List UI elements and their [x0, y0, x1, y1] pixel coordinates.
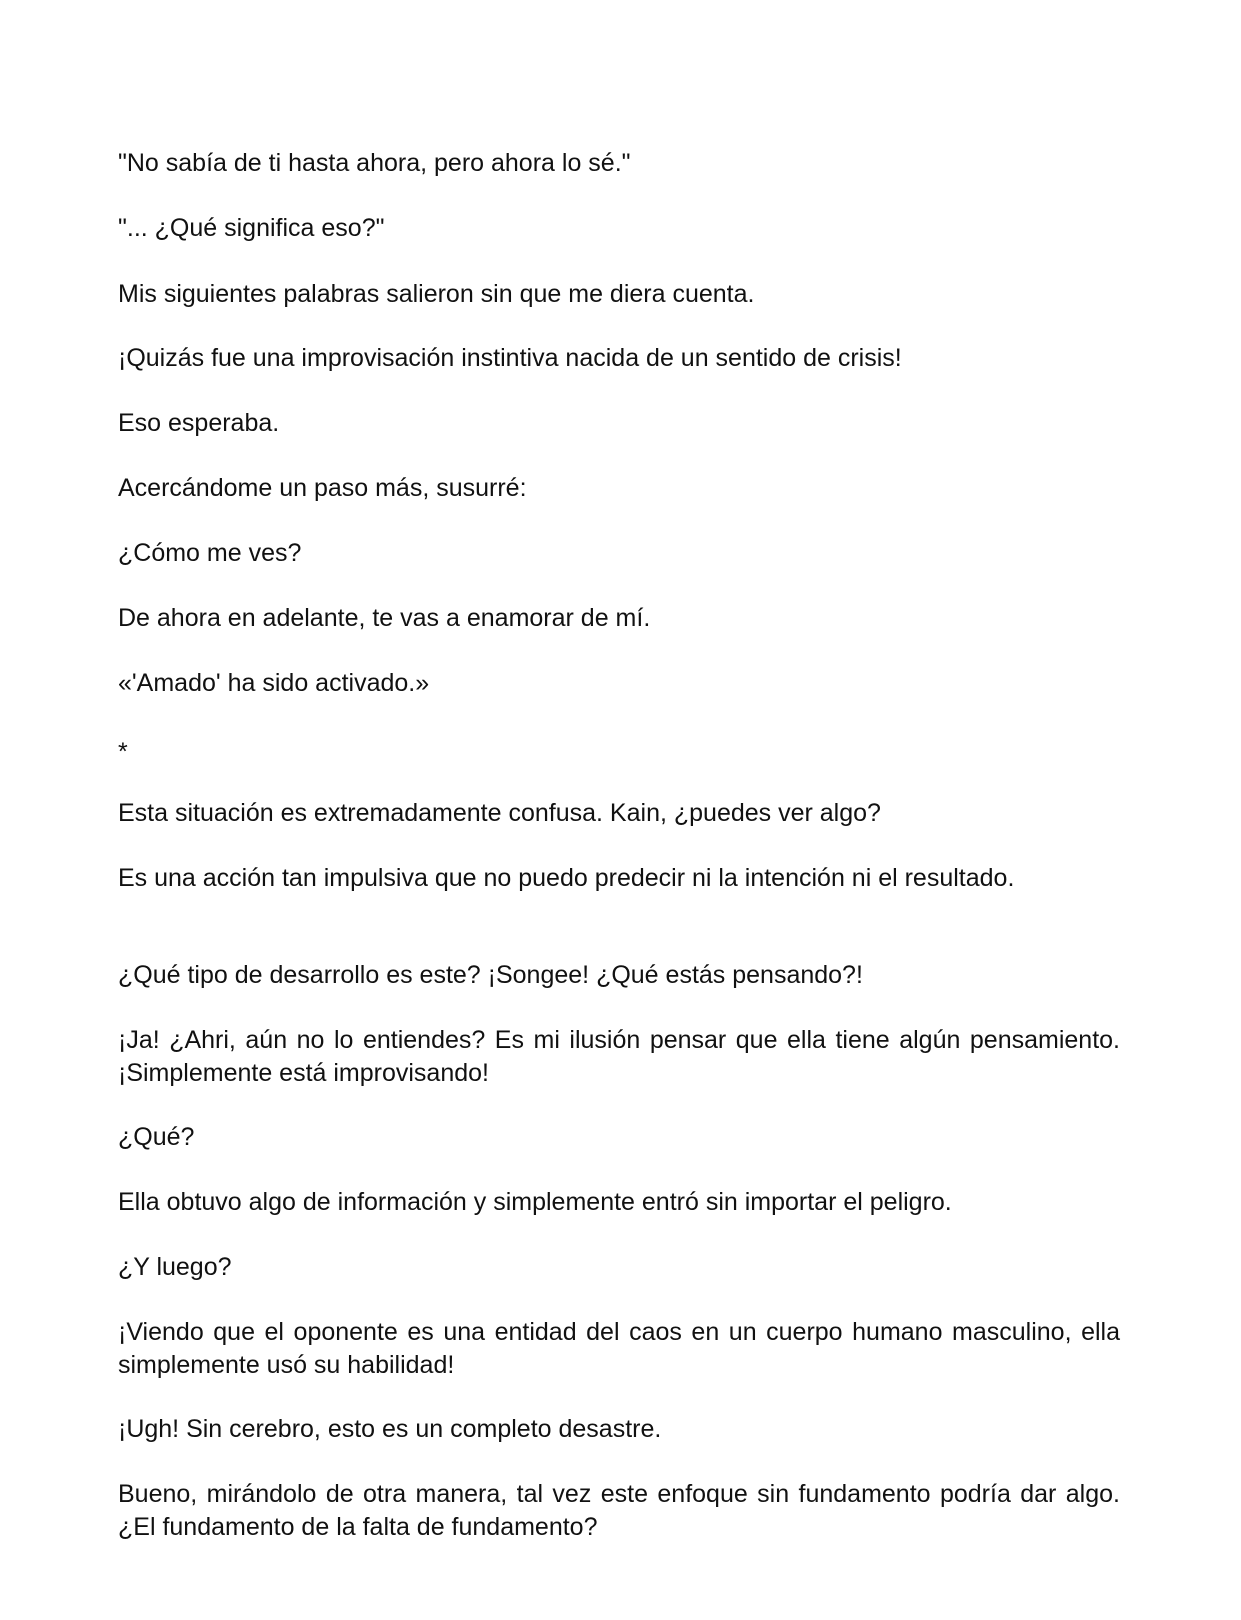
- scene-break: *: [118, 738, 128, 766]
- paragraph: "No sabía de ti hasta ahora, pero ahora lo sé.": [118, 149, 631, 177]
- paragraph: Acercándome un paso más, susurré:: [118, 474, 527, 502]
- paragraph: Ella obtuvo algo de información y simplemente entró sin importar el peligro.: [118, 1188, 952, 1216]
- paragraph: ¡Ja! ¿Ahri, aún no lo entiendes? Es mi ilusión pensar que ella tiene algún pensamiento. ¡Simplemente está improvisando!: [118, 1026, 1120, 1087]
- paragraph: ¡Viendo que el oponente es una entidad del caos en un cuerpo humano masculino, ella simplemente usó su habilidad!: [118, 1318, 1120, 1379]
- paragraph: Eso esperaba.: [118, 409, 280, 437]
- paragraph: ¿Y luego?: [118, 1253, 232, 1281]
- paragraph: De ahora en adelante, te vas a enamorar de mí.: [118, 604, 651, 632]
- paragraph: ¿Qué?: [118, 1123, 195, 1151]
- paragraph: Es una acción tan impulsiva que no puedo predecir ni la intención ni el resultado.: [118, 864, 1015, 892]
- paragraph: ¡Ugh! Sin cerebro, esto es un completo desastre.: [118, 1415, 662, 1443]
- paragraph: Esta situación es extremadamente confusa. Kain, ¿puedes ver algo?: [118, 799, 881, 827]
- paragraph: ¡Quizás fue una improvisación instintiva nacida de un sentido de crisis!: [118, 344, 902, 372]
- paragraph: «'Amado' ha sido activado.»: [118, 669, 430, 697]
- paragraph: "... ¿Qué significa eso?": [118, 214, 385, 242]
- paragraph: ¿Cómo me ves?: [118, 539, 302, 567]
- paragraph: Bueno, mirándolo de otra manera, tal vez este enfoque sin fundamento podría dar algo. ¿El fundamento de la falta de fundamento?: [118, 1480, 1120, 1541]
- paragraph: Mis siguientes palabras salieron sin que me diera cuenta.: [118, 280, 755, 308]
- paragraph: ¿Qué tipo de desarrollo es este? ¡Songee! ¿Qué estás pensando?!: [118, 961, 863, 989]
